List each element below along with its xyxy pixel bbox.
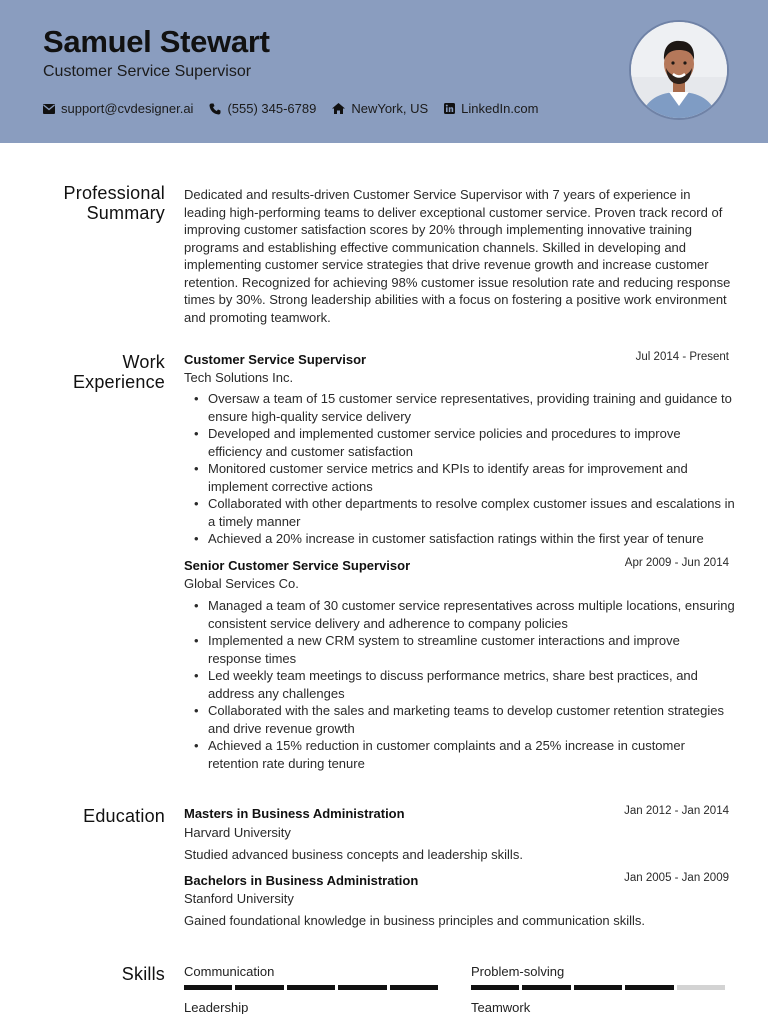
- job-bullet-list: [190, 597, 735, 772]
- envelope-icon: [43, 104, 55, 114]
- skill-item: [471, 1000, 728, 1014]
- list-item: • Led weekly team meetings to discuss performance metrics, share best practices, and address any challenges: [190, 667, 735, 702]
- section-work-heading: [73, 352, 165, 392]
- skill-level-bar: [184, 985, 441, 990]
- location-text: NewYork, US: [351, 101, 429, 116]
- degree-school: Stanford University: [184, 891, 294, 906]
- summary-heading-line2: Summary: [86, 203, 165, 223]
- person-portrait-icon: [631, 22, 727, 118]
- list-item: • Collaborated with the sales and marketing teams to develop customer retention strategies and drive revenue growth: [190, 702, 735, 737]
- summary-heading-line1: Professional: [63, 183, 165, 203]
- job-dates: Apr 2009 - Jun 2014: [624, 557, 729, 569]
- skill-segment-filled: [522, 985, 570, 990]
- contact-bar: [43, 101, 555, 116]
- job-bullet-list: [190, 390, 735, 548]
- contact-linkedin[interactable]: [444, 101, 538, 116]
- work-heading-line2: Experience: [72, 372, 165, 392]
- skill-segment-filled: [338, 985, 386, 990]
- section-summary-heading: [64, 183, 165, 223]
- job-title: Customer Service Supervisor: [184, 352, 367, 367]
- skill-name: Communication: [184, 964, 275, 979]
- skill-segment-filled: [184, 985, 232, 990]
- degree-dates: Jan 2012 - Jan 2014: [624, 805, 729, 817]
- job-company: Tech Solutions Inc.: [184, 370, 294, 385]
- linkedin-text: LinkedIn.com: [461, 101, 539, 116]
- skill-segment-filled: [235, 985, 283, 990]
- email-text: support@cvdesigner.ai: [61, 101, 194, 116]
- candidate-title: Customer Service Supervisor: [43, 63, 252, 80]
- work-heading-line1: Work: [122, 352, 165, 372]
- skill-level-bar: [471, 985, 728, 990]
- list-item: • Monitored customer service metrics and KPIs to identify areas for improvement and implement corrective actions: [190, 460, 735, 495]
- degree-title: Bachelors in Business Administration: [184, 873, 419, 888]
- skill-segment-filled: [287, 985, 335, 990]
- list-item: • Achieved a 15% reduction in customer complaints and a 25% increase in customer retention rate during tenure: [190, 737, 735, 772]
- summary-text: Dedicated and results-driven Customer Service Supervisor with 7 years of experience in leading high-performing teams to deliver exceptional customer service. Proven track record of improving customer satisfaction scores by 20% through implementing innovative training programs and establishing effective communication channels. Skilled in developing and implementing customer service strategies that drive revenue growth and increase customer retention. Recognized for achieving 98% customer issue resolution rate and reducing response times by 30%. Strong leadership abilities with a focus on fostering a positive work environment and promoting teamwork.: [184, 187, 731, 325]
- section-skills-heading: Skills: [121, 964, 165, 984]
- profile-photo: [629, 20, 729, 120]
- list-item: • Managed a team of 30 customer service representatives across multiple locations, ensuring consistent service delivery and adherence to company policies: [190, 597, 735, 632]
- skill-name: Problem-solving: [471, 964, 565, 979]
- skill-name: Leadership: [184, 1000, 249, 1014]
- skill-segment-filled: [625, 985, 673, 990]
- home-icon: [332, 103, 345, 114]
- contact-phone[interactable]: [209, 101, 316, 116]
- degree-description: Studied advanced business concepts and leadership skills.: [184, 847, 523, 862]
- job-dates: Jul 2014 - Present: [635, 351, 729, 363]
- degree-school: Harvard University: [184, 825, 291, 840]
- skill-segment-filled: [574, 985, 622, 990]
- degree-title: Masters in Business Administration: [184, 806, 405, 821]
- list-item: • Oversaw a team of 15 customer service representatives, providing training and guidance to ensure high-quality service delivery: [190, 390, 735, 425]
- phone-icon: [209, 103, 221, 115]
- job-title: Senior Customer Service Supervisor: [184, 558, 411, 573]
- skill-item: [184, 1000, 441, 1014]
- degree-dates: Jan 2005 - Jan 2009: [624, 872, 729, 884]
- list-item: • Collaborated with other departments to resolve complex customer issues and escalations in a timely manner: [190, 495, 735, 530]
- candidate-name: Samuel Stewart: [43, 24, 270, 59]
- skill-segment-filled: [390, 985, 438, 990]
- job-company: Global Services Co.: [184, 576, 299, 591]
- skill-segment-empty: [677, 985, 725, 990]
- phone-text: (555) 345-6789: [227, 101, 317, 116]
- list-item: • Developed and implemented customer service policies and procedures to improve efficiency and customer satisfaction: [190, 425, 735, 460]
- list-item: • Achieved a 20% increase in customer satisfaction ratings within the first year of tenure: [190, 530, 735, 548]
- skill-item: [471, 964, 728, 990]
- contact-location: [332, 101, 428, 116]
- skill-name: Teamwork: [471, 1000, 531, 1014]
- resume-header: [0, 0, 768, 143]
- linkedin-icon: [444, 103, 455, 114]
- skill-segment-filled: [471, 985, 519, 990]
- degree-description: Gained foundational knowledge in business principles and communication skills.: [184, 913, 646, 928]
- skill-item: [184, 964, 441, 990]
- list-item: • Implemented a new CRM system to streamline customer interactions and improve response times: [190, 632, 735, 667]
- contact-email[interactable]: [43, 101, 193, 116]
- section-education-heading: Education: [83, 806, 165, 826]
